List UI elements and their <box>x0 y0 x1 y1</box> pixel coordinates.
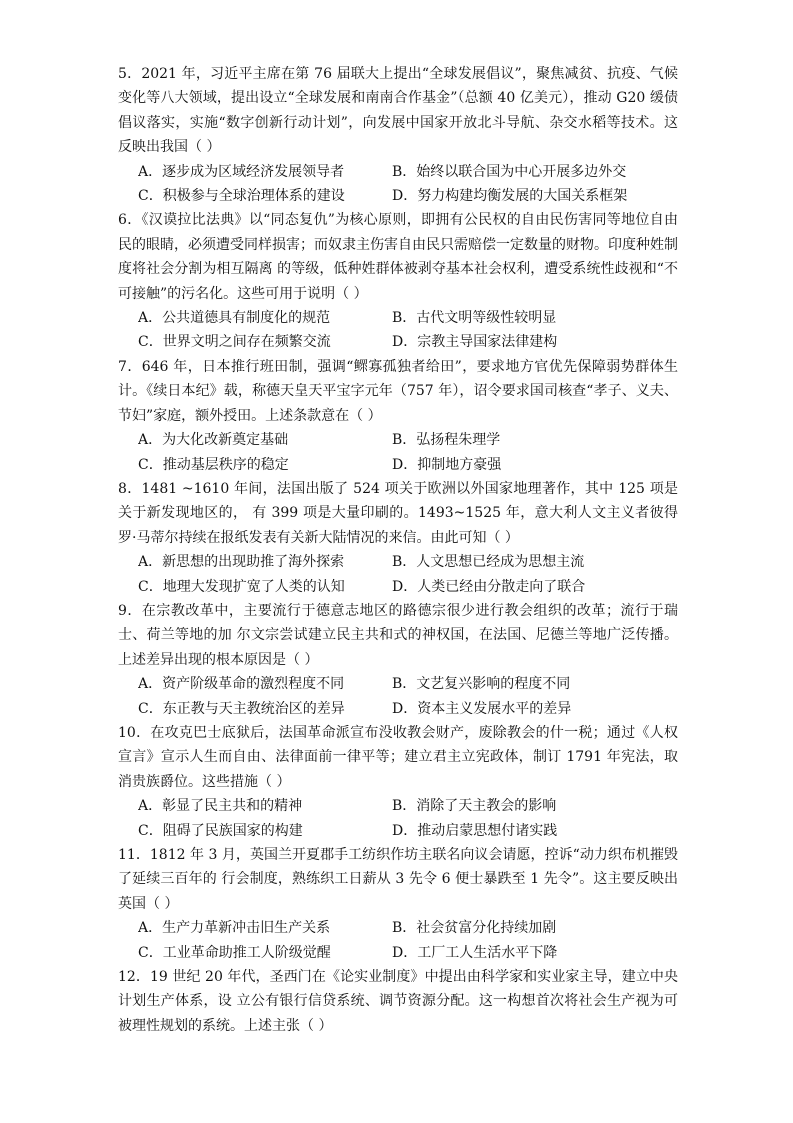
question-stem: 12．19 世纪 20 年代，圣西门在《论实业制度》中提出由科学家和实业家主导，建立中央计划生产体系，设 立公有银行信贷系统、调节资源分配。这一构想首次将社会生产视为可被理性规划的系统。上述主张（ ） <box>118 969 678 1034</box>
option-c: C．地理大发现扩宽了人类的认知 <box>138 578 345 595</box>
option-a: A．逐步成为区域经济发展领导者 <box>138 163 345 180</box>
option-c: C．阻碍了民族国家的构建 <box>138 822 303 839</box>
option-b: B．人文思想已经成为思想主流 <box>392 554 585 571</box>
option-d: D．人类已经由分散走向了联合 <box>392 578 586 595</box>
option-d: D．工厂工人生活水平下降 <box>392 944 558 961</box>
question-stem: 7．646 年，日本推行班田制，强调“鳏寡孤独者给田”，要求地方官优先保障弱势群体生计。《续日本纪》载，称德天皇天平宝字元年（757 年），诏令要求国司核查“孝子、义夫、节妇”家庭，额外授田。上述条款意在（ ） <box>118 358 678 424</box>
option-c: C．世界文明之间存在频繁交流 <box>138 334 331 351</box>
option-b: B．古代文明等级性较明显 <box>392 310 557 327</box>
answer-options <box>138 428 678 477</box>
answer-options <box>138 916 678 965</box>
option-c: C．工业革命助推工人阶级觉醒 <box>138 944 331 961</box>
option-d: D．推动启蒙思想付诸实践 <box>392 822 558 839</box>
answer-options <box>138 550 678 599</box>
question-stem: 11．1812 年 3 月，英国兰开夏郡手工纺织作坊主联名向议会请愿，控诉“动力织布机摧毁了延续三百年的 行会制度，熟练织工日薪从 3 先令 6 便士暴跌至 1 先令”。这主要反映出英国（ ） <box>118 847 678 912</box>
option-a: A．生产力革新冲击旧生产关系 <box>138 920 331 937</box>
question-stem: 6．《汉谟拉比法典》以“同态复仇”为核心原则，即拥有公民权的自由民伤害同等地位自由民的眼睛，必须遭受同样损害；而奴隶主伤害自由民只需赔偿一定数量的财物。印度种姓制度将社会分割为相互隔离 的等级，低种姓群体被剥夺基本社会权利，遭受系统性歧视和“不可接触”的污名化。这些可用于说明（ ） <box>118 212 678 302</box>
option-c: C．推动基层秩序的稳定 <box>138 456 289 473</box>
question-8 <box>118 477 678 599</box>
option-a: A．为大化改新奠定基础 <box>138 432 289 449</box>
option-b: B．文艺复兴影响的程度不同 <box>392 676 571 693</box>
option-a: A．公共道德具有制度化的规范 <box>138 310 331 327</box>
option-c: C．东正教与天主教统治区的差异 <box>138 700 345 717</box>
answer-options <box>138 672 678 721</box>
option-d: D．努力构建均衡发展的大国关系框架 <box>392 188 628 205</box>
option-d: D．资本主义发展水平的差异 <box>392 700 572 717</box>
option-c: C．积极参与全球治理体系的建设 <box>138 188 345 205</box>
option-d: D．抑制地方豪强 <box>392 456 502 473</box>
question-9 <box>118 599 678 721</box>
option-a: A．资产阶级革命的激烈程度不同 <box>138 676 345 693</box>
question-stem: 8．1481 ~1610 年间，法国出版了 524 项关于欧洲以外国家地理著作，其中 125 项是关于新发现地区的， 有 399 项是大量印刷的。1493~1525 年，意大利人文主义者彼得罗·马蒂尔持续在报纸发表有关新大陆情况的来信。由此可知（ ） <box>118 480 678 546</box>
option-b: B．社会贫富分化持续加剧 <box>392 920 557 937</box>
option-b: B．始终以联合国为中心开展多边外交 <box>392 163 627 180</box>
answer-options <box>138 160 678 209</box>
question-5 <box>118 62 678 208</box>
option-d: D．宗教主导国家法律建构 <box>392 334 558 351</box>
answer-options <box>138 794 678 843</box>
question-10 <box>118 721 678 843</box>
question-11 <box>118 843 678 965</box>
answer-options <box>138 306 678 355</box>
question-stem: 5．2021 年，习近平主席在第 76 届联大上提出“全球发展倡议”，聚焦减贫、抗疫、气候变化等八大领域，提出设立“全球发展和南南合作基金”（总额 40 亿美元），推动 G20 缓债倡议落实，实施“数字创新行动计划”，向发展中国家开放北斗导航、杂交水稻等技术。这反映出我国（ ） <box>118 66 678 156</box>
question-7 <box>118 355 678 477</box>
option-b: B．消除了天主教会的影响 <box>392 798 557 815</box>
question-12 <box>118 965 678 1038</box>
question-list <box>118 62 678 1038</box>
option-a: A．新思想的出现助推了海外探索 <box>138 554 345 571</box>
question-6 <box>118 208 678 354</box>
option-a: A．彰显了民主共和的精神 <box>138 798 303 815</box>
question-stem: 10．在攻克巴士底狱后，法国革命派宣布没收教会财产，废除教会的什一税；通过《人权宣言》宣示人生而自由、法律面前一律平等；建立君主立宪政体，制订 1791 年宪法，取消贵族爵位。这些措施（ ） <box>118 724 678 790</box>
option-b: B．弘扬程朱理学 <box>392 432 501 449</box>
question-stem: 9．在宗教改革中，主要流行于德意志地区的路德宗很少进行教会组织的改革；流行于瑞士、荷兰等地的加 尔文宗尝试建立民主共和式的神权国，在法国、尼德兰等地广泛传播。上述差异出现的根本原因是（ ） <box>118 602 678 668</box>
